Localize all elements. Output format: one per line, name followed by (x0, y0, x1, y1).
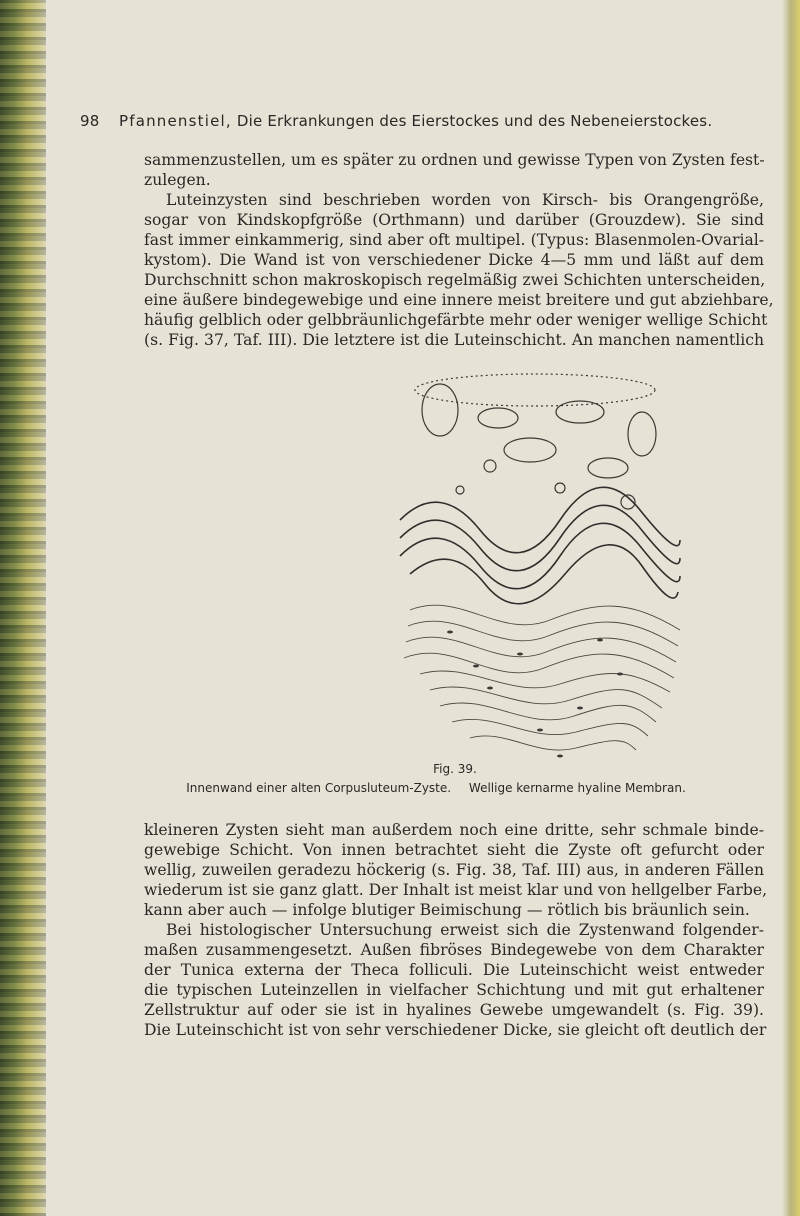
figure-caption (80, 762, 770, 795)
text-line: zulegen. (144, 171, 211, 189)
paragraph-1 (144, 150, 764, 190)
page-number: 98 (80, 112, 100, 130)
text-line: gewebige Schicht. Von innen betrachtet sieht die Zyste oft gefurcht oder (144, 841, 764, 859)
paragraph-2 (144, 190, 774, 350)
text-line: Durchschnitt schon makroskopisch regelmäßig zwei Schichten unterscheiden, (144, 271, 766, 289)
figure-number: Fig. 39. (433, 762, 477, 776)
header-title: Die Erkrankungen des Eierstockes und des Nebeneierstockes. (236, 112, 713, 130)
text-line: sogar von Kindskopfgröße (Orthmann) und darüber (Grouzdew). Sie sind (144, 211, 764, 229)
book-spine-edge (0, 0, 46, 1216)
figure-label-inner-wall: Innenwand einer alten Corpusluteum-Zyste. (186, 781, 452, 795)
text-line: die typischen Luteinzellen in vielfacher Schichtung und mit gut erhaltener (144, 981, 764, 999)
header-author: Pfannenstiel, (118, 112, 232, 130)
book-page (80, 0, 774, 1216)
running-header (80, 112, 720, 130)
text-line: wiederum ist sie ganz glatt. Der Inhalt ist meist klar und von hellgelber Farbe, (144, 881, 768, 899)
text-line: Bei histologischer Untersuchung erweist sich die Zystenwand folgender- (166, 921, 764, 939)
text-line: (s. Fig. 37, Taf. III). Die letztere ist die Luteinschicht. An manchen namentlich (144, 331, 764, 349)
page-edge-right (782, 0, 800, 1216)
text-line: sammenzustellen, um es später zu ordnen und gewisse Typen von Zysten fest- (144, 151, 765, 169)
figure-label-membrane: Wellige kernarme hyaline Membran. (468, 781, 686, 795)
text-line: Die Luteinschicht ist von sehr verschiedener Dicke, sie gleicht oft deutlich der (144, 1021, 767, 1039)
text-line: Luteinzysten sind beschrieben worden von Kirsch- bis Orangengröße, (166, 191, 764, 209)
text-line: der Tunica externa der Theca folliculi. Die Luteinschicht weist entweder (144, 961, 764, 979)
histology-illustration (380, 370, 692, 774)
text-line: maßen zusammengesetzt. Außen fibröses Bindegewebe von dem Charakter (144, 941, 764, 959)
text-line: kleineren Zysten sieht man außerdem noch eine dritte, sehr schmale binde- (144, 821, 764, 839)
text-line: eine äußere bindegewebige und eine innere meist breitere und gut abziehbare, (144, 291, 774, 309)
text-line: kystom). Die Wand ist von verschiedener Dicke 4—5 mm und läßt auf dem (144, 251, 764, 269)
paragraph-3 (144, 820, 768, 920)
text-line: häufig gelblich oder gelbbräunlichgefärbte mehr oder weniger wellige Schicht (144, 311, 768, 329)
text-line: Zellstruktur auf oder sie ist in hyalines Gewebe umgewandelt (s. Fig. 39). (144, 1001, 764, 1019)
paragraph-4 (144, 920, 767, 1040)
text-line: fast immer einkammerig, sind aber oft multipel. (Typus: Blasenmolen-Ovarial- (144, 231, 764, 249)
text-line: kann aber auch — infolge blutiger Beimischung — rötlich bis bräunlich sein. (144, 901, 750, 919)
text-line: wellig, zuweilen geradezu höckerig (s. Fig. 38, Taf. III) aus, in anderen Fällen (144, 861, 764, 879)
